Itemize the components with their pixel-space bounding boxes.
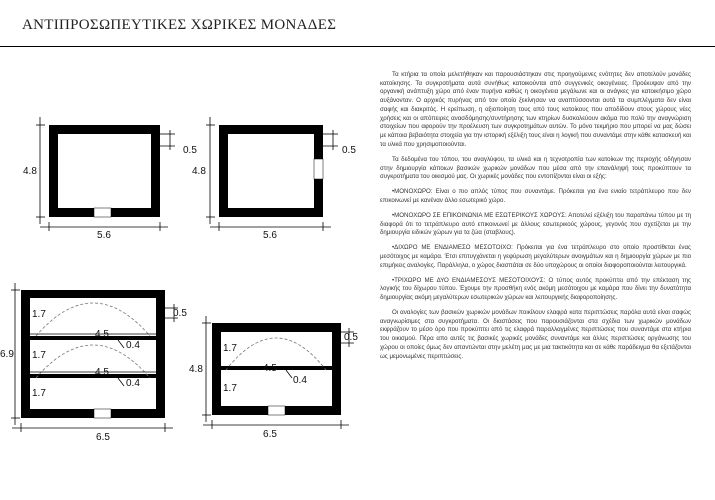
- plan-room-with-two-intermediate-walls: [0, 283, 187, 443]
- plan-2-interior: [228, 134, 314, 208]
- body-text: [380, 71, 691, 368]
- plan-1-interior: [58, 134, 151, 208]
- plan-3-span-bottom-label: 4.5: [95, 367, 109, 378]
- plan-4-wall-label: 0.5: [344, 332, 358, 343]
- plan-2-height-label: 4.8: [192, 166, 206, 177]
- plan-3-bay-middle-label: 1.7: [32, 350, 46, 361]
- plan-4-door: [268, 406, 285, 415]
- plan-1-wall-label: 0.5: [183, 145, 197, 156]
- plan-3-wall-label: 0.5: [173, 308, 187, 319]
- plan-3-height-label: 6.9: [0, 349, 14, 360]
- paragraph-dichoro: •ΔΙΧΩΡΟ ΜΕ ΕΝΔΙΑΜΕΣΟ ΜΕΣΟΤΟΙΧΟ: Πρόκειται για ένα τετράπλευρο στο οποίο προστίθεται ένας μεσότοιχος με καμάρα. Έτσι επιτυγχάνεται η γεφύρωση μεγαλύτερων ανοιγμάτων και η δημιουργία χώρων με πιο επιμήκεις αναλογίες. Παράλληλα, ο χώρος διασπάται σε δύο υποχώρους οι οποίοι διαφοροποιούνται λειτουργικά.: [380, 244, 691, 269]
- plan-1-height-label: 4.8: [23, 166, 37, 177]
- plan-2-side-opening: [314, 159, 323, 179]
- plan-3-width-label: 6.5: [96, 432, 110, 443]
- plan-3-bay-top: [30, 298, 156, 336]
- plan-room-with-intermediate-wall: [189, 316, 358, 440]
- plan-4-bay-bottom: [221, 370, 332, 406]
- plan-4-arch-wall-label: 0.4: [293, 375, 307, 386]
- plan-1-width-label: 5.6: [97, 230, 111, 241]
- plan-3-bay-top-label: 1.7: [32, 309, 46, 320]
- paragraph-spatial-units: Τα δεδομένα του τόπου, του αναγλύφου, τα υλικά και η τεχνοτροπία των κατοίκων της περιοχής οδήγησαν στην δημιουργία κάποιων βασικών χωρικών μονάδων που μέσα από την επανάληψή τους προκύπτουν τα συγκροτήματα του οικισμού μας. Οι χωρικές μονάδες που εντοπίζονται είναι οι εξής:: [380, 155, 691, 181]
- plan-3-door: [94, 409, 111, 418]
- paragraph-intro: Τα κτήρια τα οποία μελετήθηκαν και παρουσιάστηκαν στις προηγούμενες ενότητες δεν αποτελούν μονάδες κατοίκησης. Τα συγκροτήματα αυτά συνήθως κατοικούνται από συγγενικές οικογένειες. Προέκυψαν από την οργανική ανάπτυξη χώρο από έναν πυρήνα καθώς η οικογένεια μεγάλωνε και οι ανάγκες για κατοικήσιμο χώρο αυξάνονταν. Ο αρχικός πυρήνας από τον οποίο ξεκίνησαν να αναπτύσσονται αυτά τα συμπλέγματα δεν είναι σαφής και διακριτός. Η ερείπωση, η αξιοποίηση τους από τους κατοίκους που αποδίδουν στους χώρους νέες χρήσεις και οι απόπειρες ανασδόμησης/συντήρησης των κτηρίων δυσκολεύουν ακόμα πιο πολύ την αναγνώριση στοιχείων που αφορούν την προέλευση των συγκροτημάτων αυτών. Το μόνο τεκμήριο που μπορεί να μας δώσει με κάποια βεβαιότητα στοιχεία για την ιστορική εξέλιξη τους είναι η λογική που συναντάμε στην κάθε κατασκευή και τα υλικά που χρησιμοποιούνται.: [380, 71, 691, 148]
- plan-1-door: [94, 208, 111, 217]
- plan-3-bay-bottom-label: 1.7: [32, 388, 46, 399]
- plan-4-span-label: 4.5: [263, 363, 277, 374]
- plan-single-room-side-opening: [192, 117, 356, 241]
- paragraph-monochoro: •ΜΟΝΟΧΩΡΟ: Είναι ο πιο απλός τύπος που συναντάμε. Πρόκειται για ένα ενιαίο τετράπλευρο που δεν επικοινωνεί με κανέναν άλλο εσωτερικό χώρο.: [380, 188, 691, 204]
- paragraph-monochoro-communicating: •ΜΟΝΟΧΩΡΟ ΣΕ ΕΠΙΚΟΙΝΩΝΙΑ ΜΕ ΕΣΩΤΕΡΙΚΟΥΣ ΧΩΡΟΥΣ: Αποτελεί εξέλιξη του παραπάνω τύπου με τη διαφορά ότι το τετράπλευρο αυτό επικοινωνεί με άλλους εσωτερικούς χώρους, γεγονός που σχετίζεται με την δημιουργία ειδικών χώρων για τα ζώα (σταβλους).: [380, 211, 691, 237]
- plan-4-width-label: 6.5: [263, 429, 277, 440]
- plan-3-arch-wall-bottom-label: 0.4: [126, 378, 140, 389]
- plan-4-bay-top: [221, 332, 332, 366]
- plan-4-bay-bottom-label: 1.7: [223, 383, 237, 394]
- plan-4-height-label: 4.8: [189, 364, 203, 375]
- plan-2-wall-label: 0.5: [342, 145, 356, 156]
- plan-3-span-top-label: 4.5: [95, 329, 109, 340]
- paragraph-trichoro: •ΤΡΙΧΩΡΟ ΜΕ ΔΥΟ ΕΝΔΙΑΜΕΣΟΥΣ ΜΕΣΟΤΟΙΧΟΥΣ: Ο τύπος αυτός προκύπτει από την επέκταση της λογικής του δίχωρου τύπου. Έχουμε την προσθήκη ενός ακόμη μεσότοιχου με καμάρα που δίνει την δυνατότητα δημιουργίας ακόμη μεγαλύτερων εσωτερικών χώρων και λειτουργικής διαφοροποίησης.: [380, 276, 691, 302]
- plan-3-arch-wall-top-label: 0.4: [126, 340, 140, 351]
- plan-single-room-door: [23, 117, 197, 241]
- paragraph-proportions: Οι αναλογίες των βασικών χωρικών μονάδων ποικίλουν ελαφρά κατα περιπτώσεις παρόλα αυτά είναι σαφώς αναγνωρίσιμες στα συγκροτήματα. Οι διαστάσεις που παρουσιάζονται στα σχέδια των χωρικών μονάδων εκφράζουν το μέσο όρο που προκύπτει από τις ελαφρά παραλλαγμένες περιπτώσεις που συναντάμε στα κτήρια του οικισμού. Πέρα απο αυτές τις βασικές χωρικές μονάδες συναντάμε και άλλες περιπτώσεις οργάνωσης του χώρου οι οποίες όμως δεν απαντώνται στην μελέτη μας με μια τακτικότητα και σε κάθε παράδειγμα θα εξετάζονται ως μεμονωμένες περιπτώσεις.: [380, 309, 691, 360]
- page-title: ΑΝΤΙΠΡΟΣΩΠΕΥΤΙΚΕΣ ΧΩΡΙΚΕΣ ΜΟΝΑΔΕΣ: [22, 17, 337, 33]
- plan-4-bay-top-label: 1.7: [223, 343, 237, 354]
- plan-2-width-label: 5.6: [263, 230, 277, 241]
